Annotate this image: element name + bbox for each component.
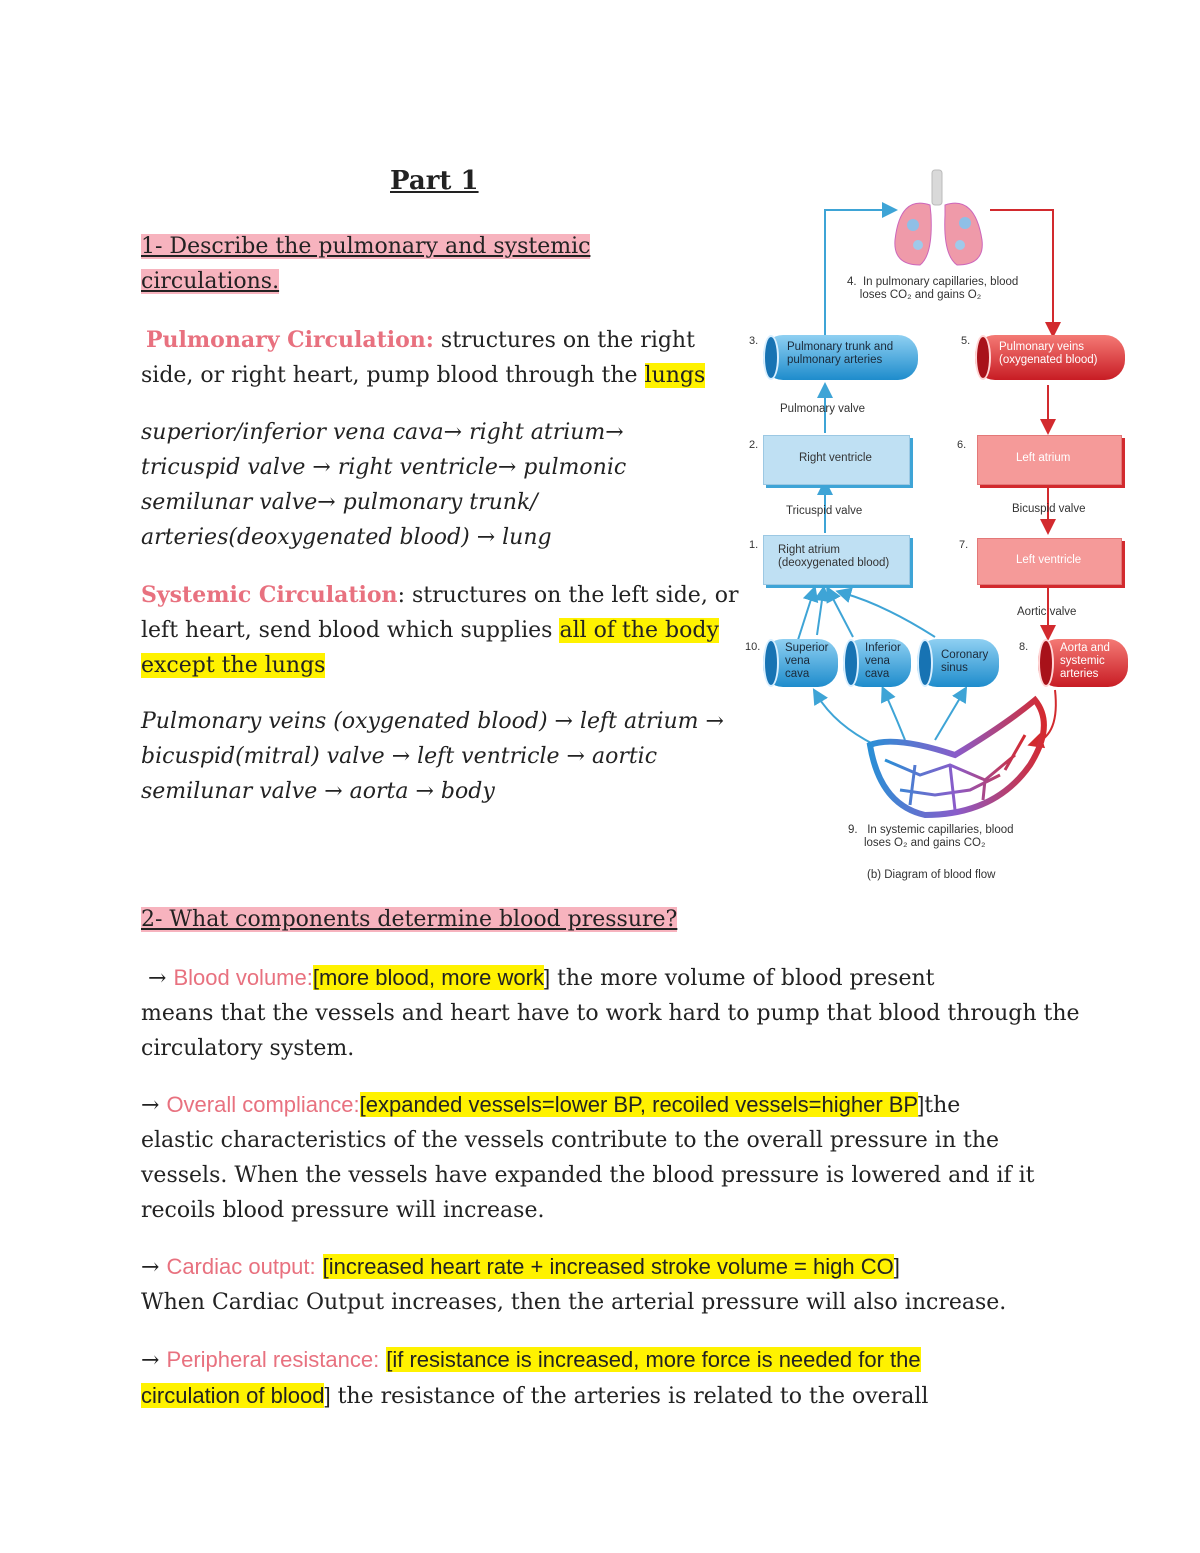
flow-arrow <box>825 210 890 335</box>
aorta-vessel <box>1038 639 1128 687</box>
flow-arrow <box>797 593 813 643</box>
pulmonary-description-2 <box>141 358 705 393</box>
pulmonary-path-line: tricuspid valve → right ventricle→ pulmonic <box>141 455 627 480</box>
step-8-number: 8. <box>1019 641 1029 653</box>
step-4-label <box>847 276 1018 302</box>
flow-arrow <box>935 693 963 740</box>
question-2 <box>141 902 677 937</box>
step-4-number: 4. <box>847 276 857 288</box>
step-6-number: 6. <box>957 439 967 451</box>
arrow-glyph: → <box>148 966 174 991</box>
diagram-caption: (b) Diagram of blood flow <box>867 869 996 881</box>
pulmonary-label: Pulmonary Circulation: <box>146 327 434 353</box>
coronary-sinus-text: sinus <box>941 662 968 674</box>
step-6-text: Left atrium <box>1016 452 1071 464</box>
vessel-opening <box>763 639 779 687</box>
systemic-highlight-1: all of the body <box>559 618 719 643</box>
step-8-text: Aorta and <box>1060 642 1110 654</box>
systemic-label: Systemic Circulation <box>141 582 398 608</box>
blood-volume-label: Blood volume: <box>173 965 313 990</box>
pulmonary-valve-label: Pulmonary valve <box>780 403 866 415</box>
step-3-number: 3. <box>749 335 759 347</box>
compliance-label: Overall compliance: <box>166 1092 360 1117</box>
step-9-text: loses O₂ and gains CO₂ <box>863 837 986 849</box>
superior-vena-cava-vessel <box>763 639 838 687</box>
step-4-text: In pulmonary capillaries, blood <box>862 276 1019 288</box>
step-7-text: Left ventricle <box>1016 554 1082 566</box>
coronary-sinus-vessel <box>917 639 999 687</box>
arrow-glyph: → <box>141 1255 167 1280</box>
step-5-text: (oxygenated blood) <box>999 354 1098 366</box>
inferior-vena-cava-vessel <box>843 639 911 687</box>
svc-text: vena <box>785 655 810 667</box>
flow-arrow <box>830 593 853 637</box>
systemic-highlight-2: except the lungs <box>141 653 326 678</box>
ivc-text: vena <box>865 655 890 667</box>
component-cardiac-output <box>141 1249 1006 1320</box>
step-7-number: 7. <box>959 539 969 551</box>
systemic-path-line: bicuspid(mitral) valve → left ventricle → aortic <box>141 744 658 769</box>
step-10-number: 10. <box>745 641 761 653</box>
compliance-text: vessels. When the vessels have expanded the blood pressure is lowered and if it <box>141 1163 1035 1188</box>
step-8-text: systemic <box>1060 655 1105 667</box>
blood-volume-text: circulatory system. <box>141 1036 355 1061</box>
pulmonary-veins-vessel <box>975 335 1125 380</box>
diagram-arrows <box>735 165 1105 890</box>
vessel-opening <box>917 639 933 687</box>
step-2-text: Right ventricle <box>799 452 872 464</box>
step-4-text: loses CO₂ and gains O₂ <box>859 289 982 301</box>
systemic-path-line: Pulmonary veins (oxygenated blood) → left atrium → <box>141 709 724 734</box>
blood-volume-highlight: [more blood, more work <box>312 965 544 990</box>
systemic-description <box>141 578 739 683</box>
right-atrium-box <box>763 535 910 585</box>
question-1-line-1: 1- Describe the pulmonary and systemic <box>141 234 591 259</box>
question-2-title: 2- What components determine blood pressure? <box>141 907 678 932</box>
flow-arrow <box>817 695 875 745</box>
vessel-opening <box>1038 639 1054 687</box>
arrow-glyph: → <box>141 1348 167 1373</box>
left-atrium-box <box>977 435 1122 485</box>
svc-text: cava <box>785 668 810 680</box>
blood-volume-text: the more volume of blood present <box>550 966 935 991</box>
resistance-highlight-2: circulation of blood <box>141 1383 325 1408</box>
flow-arrow <box>843 593 935 637</box>
aortic-valve-label: Aortic valve <box>1017 606 1077 618</box>
resistance-text: the resistance of the arteries is related to the overall <box>330 1384 929 1409</box>
step-1-number: 1. <box>749 539 759 551</box>
step-8-text: arteries <box>1060 668 1099 680</box>
pulmonary-text-2: side, or right heart, pump blood through the <box>141 363 645 388</box>
bracket-close: ] <box>543 965 551 990</box>
coronary-sinus-text: Coronary <box>941 649 989 661</box>
tricuspid-valve-label: Tricuspid valve <box>786 505 863 517</box>
component-overall-compliance <box>141 1087 1035 1228</box>
right-ventricle-box <box>763 435 910 485</box>
vessel-opening <box>843 639 859 687</box>
flow-arrow <box>817 593 823 635</box>
question-1-line-2: circulations. <box>141 269 280 294</box>
vessel-opening <box>763 335 779 380</box>
step-5-number: 5. <box>961 335 971 347</box>
bracket-close: ] <box>324 1383 331 1408</box>
compliance-text: elastic characteristics of the vessels contribute to the overall pressure in the <box>141 1128 1000 1153</box>
pulmonary-path-line: semilunar valve→ pulmonary trunk/ <box>141 490 538 515</box>
pulmonary-text-1: structures on the right <box>433 328 695 353</box>
left-ventricle-box <box>977 538 1122 585</box>
pulmonary-path <box>141 415 626 555</box>
blood-flow-diagram <box>735 165 1110 890</box>
pulmonary-description <box>146 323 695 358</box>
pulmonary-highlight: lungs <box>644 363 706 388</box>
component-peripheral-resistance <box>141 1342 928 1414</box>
step-3-text: pulmonary arteries <box>787 354 883 366</box>
systemic-path-line: semilunar valve → aorta → body <box>141 779 495 804</box>
pulmonary-path-line: arteries(deoxygenated blood) → lung <box>141 525 552 550</box>
lungs-illustration <box>895 170 982 265</box>
step-2-number: 2. <box>749 439 759 451</box>
flow-arrow <box>885 693 905 740</box>
component-blood-volume <box>141 960 1080 1066</box>
systemic-path <box>141 704 724 809</box>
arrow-glyph: → <box>141 1093 167 1118</box>
blood-volume-text: means that the vessels and heart have to work hard to pump that blood through the <box>141 1001 1080 1026</box>
page-title: Part 1 <box>390 166 479 196</box>
step-9-number: 9. <box>848 824 858 836</box>
step-1-text: (deoxygenated blood) <box>778 557 890 569</box>
pulmonary-path-line: superior/inferior vena cava→ right atrium→ <box>141 420 624 445</box>
cardiac-output-highlight: [increased heart rate + increased stroke volume = high CO <box>322 1254 894 1279</box>
bracket-close: ] <box>918 1092 925 1117</box>
step-9-text: In systemic capillaries, blood <box>867 824 1014 836</box>
flow-arrow <box>990 210 1053 330</box>
compliance-highlight: [expanded vessels=lower BP, recoiled vessels=higher BP <box>359 1092 919 1117</box>
systemic-text-2: left heart, send blood which supplies <box>141 618 560 643</box>
step-1-text: Right atrium <box>778 544 840 556</box>
step-9-label <box>848 824 1014 850</box>
bracket-close: ] <box>893 1254 900 1279</box>
compliance-text: recoils blood pressure will increase. <box>141 1198 545 1223</box>
svc-text: Superior <box>785 642 829 654</box>
step-3-text: Pulmonary trunk and <box>787 341 894 353</box>
cardiac-output-label: Cardiac output: <box>166 1254 316 1279</box>
systemic-text-1: : structures on the left side, or <box>397 583 739 608</box>
question-1 <box>141 229 590 299</box>
compliance-text: the <box>924 1093 961 1118</box>
ivc-text: cava <box>865 668 890 680</box>
pulmonary-trunk-vessel <box>763 335 918 380</box>
vessel-opening <box>975 335 991 380</box>
step-5-text: Pulmonary veins <box>999 341 1085 353</box>
resistance-label: Peripheral resistance: <box>166 1347 380 1372</box>
bicuspid-valve-label: Bicuspid valve <box>1012 503 1086 515</box>
cardiac-output-text: When Cardiac Output increases, then the arterial pressure will also increase. <box>141 1290 1007 1315</box>
ivc-text: Inferior <box>865 642 901 654</box>
resistance-highlight-1: [if resistance is increased, more force is needed for the <box>386 1347 921 1372</box>
